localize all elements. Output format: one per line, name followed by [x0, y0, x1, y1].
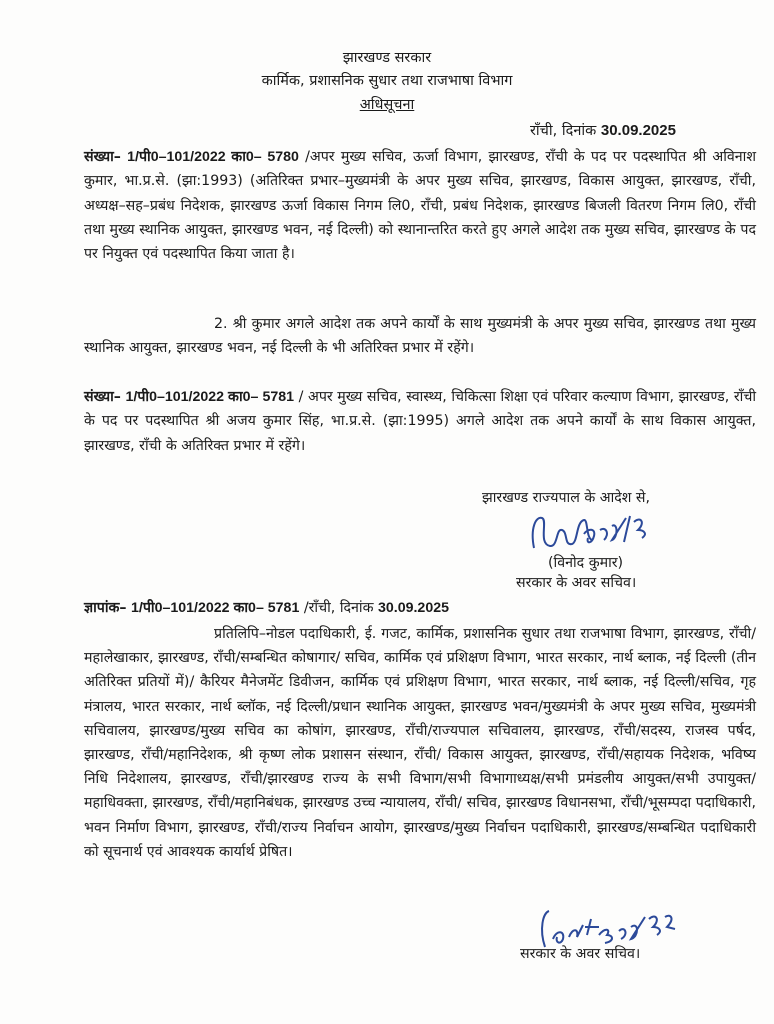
government-name: झारखण्ड सरकार: [342, 50, 432, 66]
order-2-number: 1/पी0–101/2022 का0– 5781: [125, 389, 295, 405]
signer-title: सरकार के अवर सचिव।: [516, 575, 637, 591]
signer-title-2: सरकार के अवर सचिव।: [520, 946, 641, 962]
order-1-paragraph: [84, 145, 756, 266]
memo-label: ज्ञापांक–: [84, 600, 127, 616]
document-title: अधिसूचना: [359, 97, 415, 113]
memo-line: [84, 598, 449, 617]
order-2-text: / अपर मुख्य सचिव, स्वास्थ्य, चिकित्सा शिक्षा एवं परिवार कल्याण विभाग, झारखण्ड, राँची के पद पर पदस्थापित श्री अजय कुमार सिंह, भा.प्र.से. (झा:1995) अगले आदेश तक अपने कार्यों के साथ विकास आयुक्त, झारखण्ड, राँची के अतिरिक्त प्रभार में रहेंगे।: [84, 389, 756, 454]
memo-date: 30.09.2025: [377, 600, 449, 616]
memo-suffix: /राँची, दिनांक: [299, 600, 378, 616]
order-1-point-2: 2. श्री कुमार अगले आदेश तक अपने कार्यों के साथ मुख्यमंत्री के अपर मुख्य सचिव, झारखण्ड तथा मुख्य स्थानिक आयुक्त, झारखण्ड भवन, नई दिल्ली के भी अतिरिक्त प्रभार में रहेंगे।: [84, 316, 756, 357]
signature-1: [526, 508, 656, 556]
department-name: कार्मिक, प्रशासनिक सुधार तथा राजभाषा विभाग: [261, 73, 513, 89]
memo-number: 1/पी0–101/2022 का0– 5781: [131, 600, 300, 616]
issue-date-line: [530, 120, 676, 140]
copy-to-paragraph: प्रतिलिपि–नोडल पदाधिकारी, ई. गजट, कार्मिक, प्रशासनिक सुधार तथा राजभाषा विभाग, झारखण्ड, राँची/महालेखाकार, झारखण्ड, राँची/सम्बन्धित कोषागार/ सचिव, कार्मिक एवं प्रशिक्षण विभाग, भारत सरकार, नार्थ ब्लाक, नई दिल्ली (तीन अतिरिक्त प्रतियों में)/ कैरियर मैनेजमेंट डिवीजन, कार्मिक एवं प्रशिक्षण विभाग, भारत सरकार, नार्थ ब्लाक, नई दिल्ली/सचिव, गृह मंत्रालय, भारत सरकार, नार्थ ब्लॉक, नई दिल्ली/प्रधान स्थानिक आयुक्त, झारखण्ड भवन/मुख्यमंत्री के अपर मुख्य सचिव, मुख्यमंत्री सचिवालय, झारखण्ड/मुख्य सचिव का कोषांग, झारखण्ड, राँची/राज्यपाल सचिवालय, झारखण्ड, राँची/सदस्य, राजस्व पर्षद, झारखण्ड, राँची/महानिदेशक, श्री कृष्ण लोक प्रशासन संस्थान, राँची/ विकास आयुक्त, झारखण्ड, राँची/सहायक निदेशक, भविष्य निधि निदेशालय, झारखण्ड, राँची/झारखण्ड राज्य के सभी विभाग/सभी विभागाध्यक्ष/सभी प्रमंडलीय आयुक्त/सभी उपायुक्त/महाधिवक्ता, झारखण्ड, राँची/महानिबंधक, झारखण्ड उच्च न्यायालय, राँची/ सचिव, झारखण्ड विधानसभा, राँची/भूसम्पदा पदाधिकारी, भवन निर्माण विभाग, झारखण्ड, राँची/राज्य निर्वाचन आयोग, झारखण्ड/मुख्य निर्वाचन पदाधिकारी, झारखण्ड/सम्बन्धित पदाधिकारी को सूचनार्थ एवं आवश्यक कार्यार्थ प्रेषित।: [84, 626, 756, 860]
order-2-paragraph: [84, 385, 756, 458]
order-by-governor: झारखण्ड राज्यपाल के आदेश से,: [482, 490, 651, 506]
order-1-number-label: संख्या–: [84, 149, 121, 165]
order-2-number-label: संख्या–: [84, 389, 121, 405]
order-1-number: 1/पी0–101/2022 का0– 5780: [127, 149, 299, 165]
signer-name: (विनोद कुमार): [548, 555, 624, 571]
place-label: राँची, दिनांक: [530, 123, 597, 139]
order-1-text: /अपर मुख्य सचिव, ऊर्जा विभाग, झारखण्ड, राँची के पद पर पदस्थापित श्री अविनाश कुमार, भा.प्र.से. (झा:1993) (अतिरिक्त प्रभार–मुख्यमंत्री के अपर मुख्य सचिव, झारखण्ड, विकास आयुक्त, झारखण्ड, राँची, अध्यक्ष–सह–प्रबंध निदेशक, झारखण्ड ऊर्जा विकास निगम लि0, राँची, प्रबंध निदेशक, झारखण्ड बिजली वितरण निगम लि0, राँची तथा मुख्य स्थानिक आयुक्त, झारखण्ड भवन, नई दिल्ली) को स्थानान्तरित करते हुए अगले आदेश तक मुख्य सचिव, झारखण्ड के पद पर नियुक्त एवं पदस्थापित किया जाता है।: [84, 149, 756, 263]
issue-date: 30.09.2025: [600, 122, 676, 139]
